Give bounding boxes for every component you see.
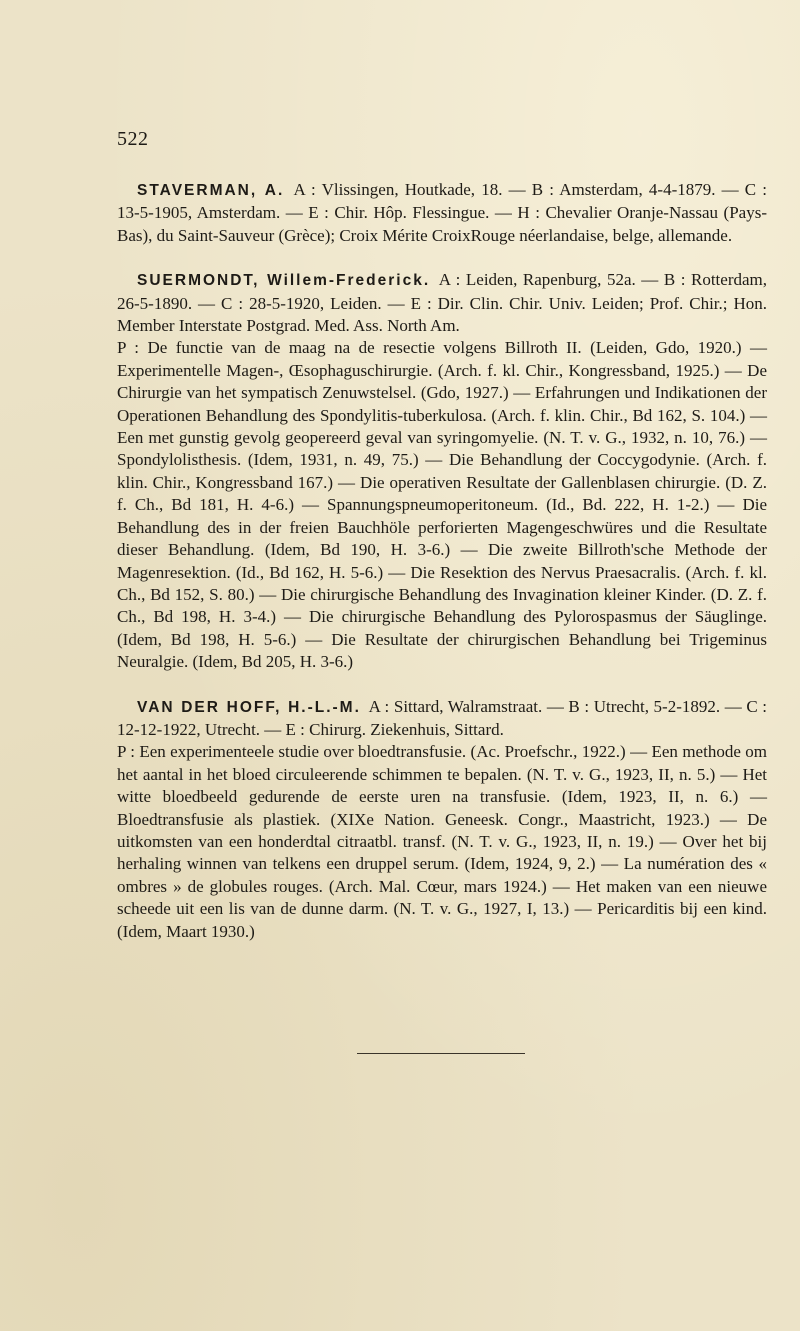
- end-rule: [357, 1053, 525, 1054]
- entry-header: [117, 696, 767, 742]
- entry-name: VAN DER HOFF, H.-L.-M.: [137, 698, 361, 716]
- entries-list: [117, 179, 767, 943]
- page-number: 522: [117, 128, 149, 150]
- entry-suermondt: [117, 269, 767, 673]
- publications-text: P : De functie van de maag na de resectie volgens Billroth II. (Leiden, Gdo, 1920.) — Experimentelle Magen-, Œsophaguschirurgie. (Arch. f. kl. Chir., Kongressband, 1925.) — De Chirurgie van het sympatisch Zenuwstelsel. (Gdo, 1927.) — Erfahrungen und Indikationen der Operationen Behandlung des Spondylitis-tuberkulosa. (Arch. f. klin. Chir., Bd 162, S. 104.) — Een met gunstig gevolg geopereerd geval van syringomyelie. (N. T. v. G., 1932, n. 10, 76.) — Spondylolisthesis. (Idem, 1931, n. 49, 75.) — Die Behandlung der Coccygodynie. (Arch. f. klin. Chir., Kongressband 167.) — Die operativen Resultate der Gallenblasen chirurgie. (D. Z. f. Ch., Bd 181, H. 4-6.) — Spannungspneumoperitoneum. (Id., Bd. 222, H. 1-2.) — Die Behandlung des in der freien Bauchhöle perforierten Magengeschwüres und die Resultate dieser Behandlung. (Idem, Bd 190, H. 3-6.) — Die zweite Billroth'sche Methode der Magenresektion. (Id., Bd 162, H. 5-6.) — Die Resektion des Nervus Praesacralis. (Arch. f. kl. Ch., Bd 152, S. 80.) — Die chirurgische Behandlung des Invagination kleiner Kinder. (D. Z. f. Ch., Bd 198, H. 3-4.) — Die chirurgische Behandlung des Pylorospasmus der Säuglinge. (Idem, Bd 198, H. 5-6.) — Die Resultate der chirurgischen Behandlung bei Trigeminus Neuralgie. (Idem, Bd 205, H. 3-6.): [117, 338, 767, 672]
- entry-publications: [117, 337, 767, 673]
- entry-details: A : Leiden, Rapenburg, 52a. — B : Rotterdam, 26-5-1890. — C : 28-5-1920, Leiden. — E : Dir. Clin. Chir. Univ. Leiden; Prof. Chir.; Hon. Member Interstate Postgrad. Med. Ass. North Am.: [117, 270, 768, 336]
- entry-staverman: [117, 179, 767, 247]
- entry-header: [117, 269, 767, 337]
- publications-text: P : Een experimenteele studie over bloedtransfusie. (Ac. Proefschr., 1922.) — Een methode om het aantal in het bloed circuleerende schimmen te bepalen. (N. T. v. G., 1923, II, n. 5.) — Het witte bloedbeeld gedurende de eerste uren na transfusie. (Idem, 1923, II, n. 6.) — Bloedtransfusie als plastiek. (XIXe Nation. Geneesk. Congr., Maastricht, 1923.) — De uitkomsten van een honderdtal citraatbl. transf. (N. T. v. G., 1923, II, n. 19.) — Over het bij herhaling winnen van telkens een druppel serum. (Idem, 1924, 9, 2.) — La numération des « ombres » de globules rouges. (Arch. Mal. Cœur, mars 1924.) — Het maken van een nieuwe scheede uit een lis van de dunne darm. (N. T. v. G., 1927, I, 13.) — Pericarditis bij een kind. (Idem, Maart 1930.): [117, 742, 767, 941]
- entry-name: STAVERMAN, A.: [137, 182, 285, 199]
- entry-publications: [117, 741, 767, 943]
- entry-details: A : Vlissingen, Houtkade, 18. — B : Amsterdam, 4-4-1879. — C : 13-5-1905, Amsterdam. — E : Chir. Hôp. Flessingue. — H : Chevalier Oranje-Nassau (Pays-Bas), du Saint-Sauveur (Grèce); Croix Mérite CroixRouge néerlandaise, belge, allemande.: [117, 180, 767, 245]
- entry-van-der-hoff: [117, 696, 767, 943]
- entry-name: SUERMONDT, Willem-Frederick.: [137, 272, 431, 290]
- entry-details: A : Sittard, Walramstraat. — B : Utrecht, 5-2-1892. — C : 12-12-1922, Utrecht. — E : Chirurg. Ziekenhuis, Sittard.: [117, 696, 768, 739]
